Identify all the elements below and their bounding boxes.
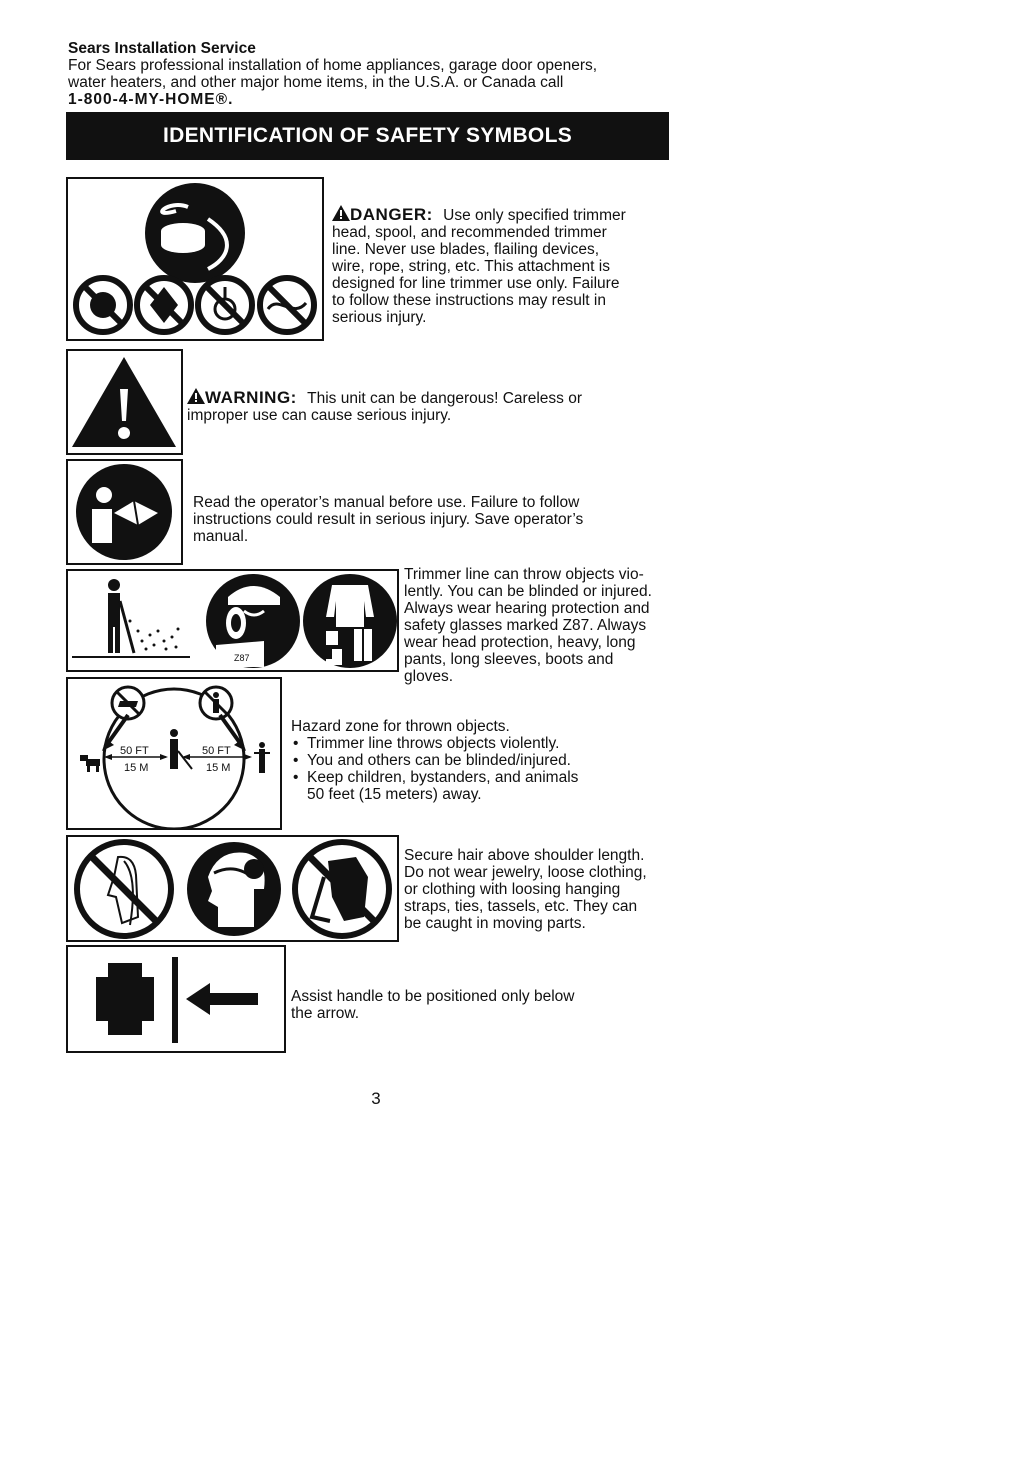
protection-symbol-box — [66, 569, 399, 672]
hearing-eye-head-protection-icon — [206, 574, 300, 668]
protection-line-7: gloves. — [404, 668, 454, 685]
hazard-bullet-2: • You and others can be blinded/injured. — [291, 752, 671, 769]
warning-label: WARNING: — [205, 388, 297, 407]
manual-text — [193, 494, 633, 545]
no-saw-icon — [198, 278, 252, 332]
handle-line-1: Assist handle to be positioned only below — [291, 988, 575, 1005]
danger-line-1: Use only specified trimmer — [443, 207, 626, 224]
hazard-bullet-continued: 50 feet (15 meters) away. — [307, 786, 482, 803]
page-number: 3 — [371, 1089, 381, 1108]
no-long-hair-icon — [77, 842, 171, 936]
no-loose-clothing-icon — [295, 842, 389, 936]
z87-label: Z87 — [234, 653, 250, 663]
clothing-gloves-boots-icon — [303, 574, 397, 668]
manual-line-2: instructions could result in serious injury. Save operator’s — [193, 511, 584, 528]
danger-symbol-box — [66, 177, 324, 341]
protection-line-4: safety glasses marked Z87. Always — [404, 617, 647, 634]
protection-text — [404, 566, 684, 685]
hazard-text — [291, 718, 671, 803]
no-blade-icon — [76, 278, 130, 332]
hair-line-3: or clothing with loosing hanging — [404, 881, 621, 898]
warning-line-1: This unit can be dangerous! Careless or — [307, 390, 582, 407]
animal-icon — [80, 755, 100, 772]
hazard-zone-box — [66, 677, 282, 830]
hazard-bullet-1: • Trimmer line throws objects violently. — [291, 735, 671, 752]
protection-line-3: Always wear hearing protection and — [404, 600, 650, 617]
section-heading: IDENTIFICATION OF SAFETY SYMBOLS — [66, 112, 669, 160]
handle-line-2: the arrow. — [291, 1005, 360, 1022]
warning-line-2: improper use can cause serious injury. — [187, 407, 452, 424]
sears-title: Sears Installation Service — [68, 40, 256, 57]
warning-text — [187, 388, 647, 424]
danger-text — [332, 205, 662, 326]
danger-alert-icon — [332, 205, 350, 221]
sears-line-2: water heaters, and other major home items, in the U.S.A. or Canada call — [68, 74, 564, 91]
danger-label: DANGER: — [350, 205, 433, 224]
user-figure-icon — [170, 729, 192, 769]
danger-line-5: designed for line trimmer use only. Failure — [332, 275, 620, 292]
warning-symbol-box — [66, 349, 183, 455]
hazard-m-right: 15 M — [206, 762, 231, 774]
hazard-bullets — [291, 735, 671, 786]
trimmer-head-icon — [68, 179, 322, 339]
danger-line-7: serious injury. — [332, 309, 427, 326]
no-person-icon — [200, 687, 232, 719]
protection-line-6: pants, long sleeves, boots and — [404, 651, 614, 668]
bystander-icon — [254, 742, 270, 773]
protection-icons — [68, 571, 397, 670]
hair-line-4: straps, ties, tassels, etc. They can — [404, 898, 638, 915]
no-wire-icon — [260, 278, 314, 332]
protection-line-5: wear head protection, heavy, long — [404, 634, 636, 651]
danger-line-6: to follow these instructions may result in — [332, 292, 606, 309]
handle-position-box — [66, 945, 286, 1053]
hazard-bullet-3: • Keep children, bystanders, and animals — [291, 769, 671, 786]
sears-phone: 1-800-4-MY-HOME®. — [68, 91, 234, 108]
no-animal-icon — [112, 687, 144, 719]
manual-symbol-box — [66, 459, 183, 565]
manual-line-3: manual. — [193, 528, 249, 545]
hazard-ft-left: 50 FT — [120, 745, 149, 757]
manual-line-1: Read the operator’s manual before use. Failure to follow — [193, 494, 580, 511]
hair-line-1: Secure hair above shoulder length. — [404, 847, 645, 864]
warning-triangle-icon — [68, 351, 181, 453]
hazard-m-left: 15 M — [124, 762, 149, 774]
hazard-zone-diagram — [68, 679, 280, 828]
handle-position-icon — [68, 947, 284, 1051]
danger-line-2: head, spool, and recommended trimmer — [332, 224, 607, 241]
hair-clothing-box — [66, 835, 399, 942]
hair-line-2: Do not wear jewelry, loose clothing, — [404, 864, 647, 881]
read-manual-icon — [68, 461, 181, 563]
sears-line-1: For Sears professional installation of home appliances, garage door openers, — [68, 57, 598, 74]
protection-line-2: lently. You can be blinded or injured. — [404, 583, 652, 600]
hair-text — [404, 847, 684, 932]
sears-section — [68, 40, 688, 108]
hazard-ft-right: 50 FT — [202, 745, 231, 757]
thrown-objects-icon — [72, 579, 190, 657]
no-flail-icon — [137, 278, 191, 332]
danger-line-4: wire, rope, string, etc. This attachment is — [332, 258, 610, 275]
hair-line-5: be caught in moving parts. — [404, 915, 586, 932]
handle-text — [291, 988, 671, 1022]
hazard-title: Hazard zone for thrown objects. — [291, 718, 510, 735]
warning-alert-icon — [187, 388, 205, 404]
protection-line-1: Trimmer line can throw objects vio- — [404, 566, 644, 583]
danger-line-3: line. Never use blades, flailing devices, — [332, 241, 600, 258]
secured-hair-icon — [187, 842, 281, 936]
hair-clothing-icons — [68, 837, 397, 940]
